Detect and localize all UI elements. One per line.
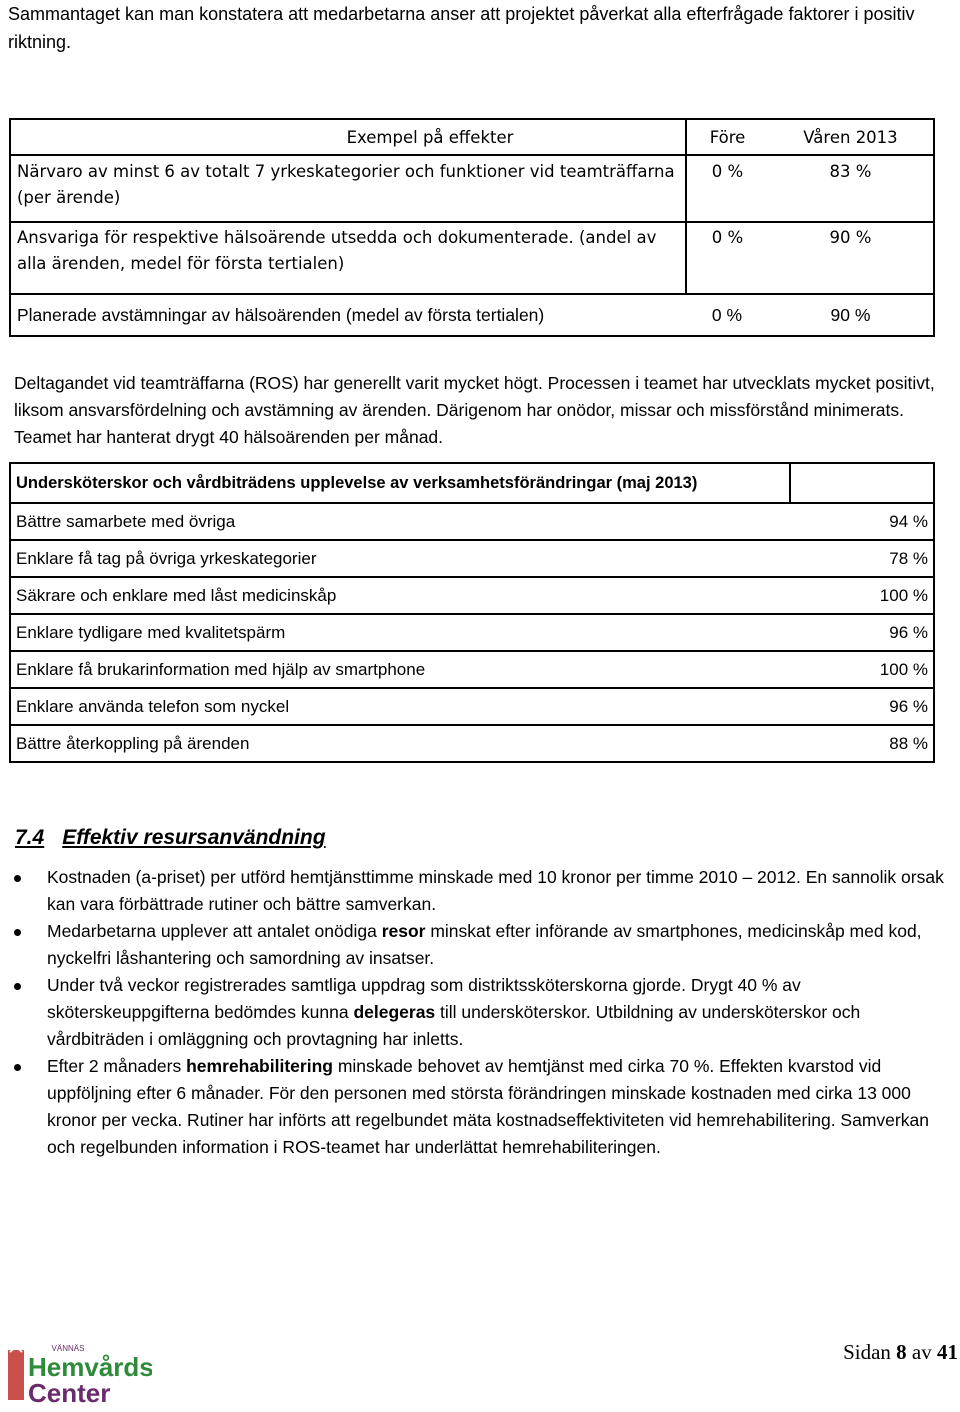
experience-row-label: Bättre återkoppling på ärenden xyxy=(10,725,790,762)
effects-row-before: 0 % xyxy=(686,155,768,222)
experience-table-title: Undersköterskor och vårdbiträdens upplevelse av verksamhetsförändringar (maj 2013) xyxy=(10,463,790,503)
table-row xyxy=(10,540,934,577)
experience-row-value: 94 % xyxy=(790,503,934,540)
effects-header-before: Före xyxy=(686,119,768,155)
list-item xyxy=(0,864,955,918)
list-item xyxy=(0,972,955,1053)
logo-top-text: VÄNNÄS xyxy=(51,1344,85,1353)
bullet-dot-icon xyxy=(14,875,21,882)
bullet-text: Under två veckor registrerades samtliga uppdrag som distriktssköterskorna gjorde. Drygt 40 % av sköterskeuppgifterna bedömdes kunna xyxy=(47,975,801,1022)
table-row xyxy=(10,688,934,725)
list-item xyxy=(0,1053,955,1161)
page-sep: av xyxy=(911,1340,932,1364)
section-title: Effektiv resursanvändning xyxy=(62,826,326,849)
effects-header-after: Våren 2013 xyxy=(768,119,934,155)
experience-row-value: 88 % xyxy=(790,725,934,762)
bullet-text: minskade behovet av hemtjänst med cirka 70 %. Effekten kvarstod vid uppföljning efter 6 månader. För den personen med största förändringen minskade kostnaden med cirka 13 000 kronor per vecka. Rutiner har införts att regelbundet mäta kostnadseffektiviteten vid hemrehabilitering. Samverkan och regelbunden information i ROS-teamet har underlättat hemrehabiliteringen. xyxy=(47,1056,929,1157)
page-prefix: Sidan xyxy=(843,1340,891,1364)
effects-row xyxy=(10,294,934,336)
experience-row-value: 100 % xyxy=(790,651,934,688)
effects-row-label: Planerade avstämningar av hälsoärenden (medel av första tertialen) xyxy=(10,294,686,336)
bullet-text: Efter 2 månaders xyxy=(47,1056,187,1076)
participation-paragraph: Deltagandet vid teamträffarna (ROS) har generellt varit mycket högt. Processen i teamet har utvecklats mycket positivt, liksom ansvarsfördelning och avstämning av ärenden. Därigenom har onödor, missar och missförstånd minimerats. Teamet har hanterat drygt 40 hälsoärenden per månad. xyxy=(14,373,935,447)
table-row xyxy=(10,651,934,688)
bullet-text: Kostnaden (a-priset) per utförd hemtjänsttimme minskade med 10 kronor per timme 2010 – 2012. En sannolik orsak kan vara förbättrade rutiner och bättre samverkan. xyxy=(47,867,944,914)
page-number xyxy=(843,1340,958,1365)
bullet-text: till undersköterskor. Utbildning av undersköterskor och vårdbiträden i omläggning och provtagning har inletts. xyxy=(47,1002,861,1049)
effects-row xyxy=(10,222,934,294)
bold-term: delegeras xyxy=(353,1002,436,1022)
bullet-dot-icon xyxy=(14,983,21,990)
bullet-text: minskat efter införande av smartphones, medicinskåp med kod, nyckelfri låshantering och samordning av insatser. xyxy=(47,921,922,968)
experience-row-label: Enklare tydligare med kvalitetspärm xyxy=(10,614,790,651)
list-item xyxy=(0,918,955,972)
experience-row-value: 100 % xyxy=(790,577,934,614)
effects-header-label: Exempel på effekter xyxy=(10,119,686,155)
experience-table-title-row xyxy=(10,463,934,503)
logo-graphic xyxy=(8,1342,152,1406)
effects-row-before: 0 % xyxy=(686,294,768,336)
experience-row-value: 96 % xyxy=(790,688,934,725)
experience-row-value: 78 % xyxy=(790,540,934,577)
page-total: 41 xyxy=(937,1340,958,1364)
bullet-text: Medarbetarna upplever att antalet onödiga xyxy=(47,921,382,941)
experience-row-label: Enklare få brukarinformation med hjälp av smartphone xyxy=(10,651,790,688)
effects-row-label: Ansvariga för respektive hälsoärende utsedda och dokumenterade. (andel av alla ärenden, medel för första tertialen) xyxy=(10,222,686,294)
effects-table-header xyxy=(10,119,934,155)
effects-row-label: Närvaro av minst 6 av totalt 7 yrkeskategorier och funktioner vid teamträffarna (per ärende) xyxy=(10,155,686,222)
effects-table xyxy=(9,118,935,337)
experience-row-label: Enklare använda telefon som nyckel xyxy=(10,688,790,725)
bullet-dot-icon xyxy=(14,1064,21,1071)
intro-paragraph: Sammantaget kan man konstatera att medarbetarna anser att projektet påverkat alla efterfrågade faktorer i positiv riktning. xyxy=(8,4,915,52)
effects-row xyxy=(10,155,934,222)
page-current: 8 xyxy=(896,1340,907,1364)
experience-row-value: 96 % xyxy=(790,614,934,651)
bullet-dot-icon xyxy=(14,929,21,936)
effects-row-after: 83 % xyxy=(768,155,934,222)
table-row xyxy=(10,503,934,540)
effects-row-before: 0 % xyxy=(686,222,768,294)
bold-term: hemrehabilitering xyxy=(186,1056,333,1076)
logo-line2: Center xyxy=(28,1378,111,1406)
logo-line1: Hemvårds xyxy=(28,1352,152,1382)
hemvardscenter-logo xyxy=(8,1342,152,1406)
experience-row-label: Säkrare och enklare med låst medicinskåp xyxy=(10,577,790,614)
effects-row-after: 90 % xyxy=(768,222,934,294)
experience-table-empty-cell xyxy=(790,463,934,503)
bullet-list xyxy=(0,864,955,1161)
section-heading xyxy=(15,826,326,850)
section-number: 7.4 xyxy=(15,826,45,849)
effects-row-after: 90 % xyxy=(768,294,934,336)
experience-row-label: Bättre samarbete med övriga xyxy=(10,503,790,540)
bold-term: resor xyxy=(381,921,426,941)
experience-row-label: Enklare få tag på övriga yrkeskategorier xyxy=(10,540,790,577)
table-row xyxy=(10,614,934,651)
table-row xyxy=(10,577,934,614)
experience-table xyxy=(9,462,935,763)
table-row xyxy=(10,725,934,762)
